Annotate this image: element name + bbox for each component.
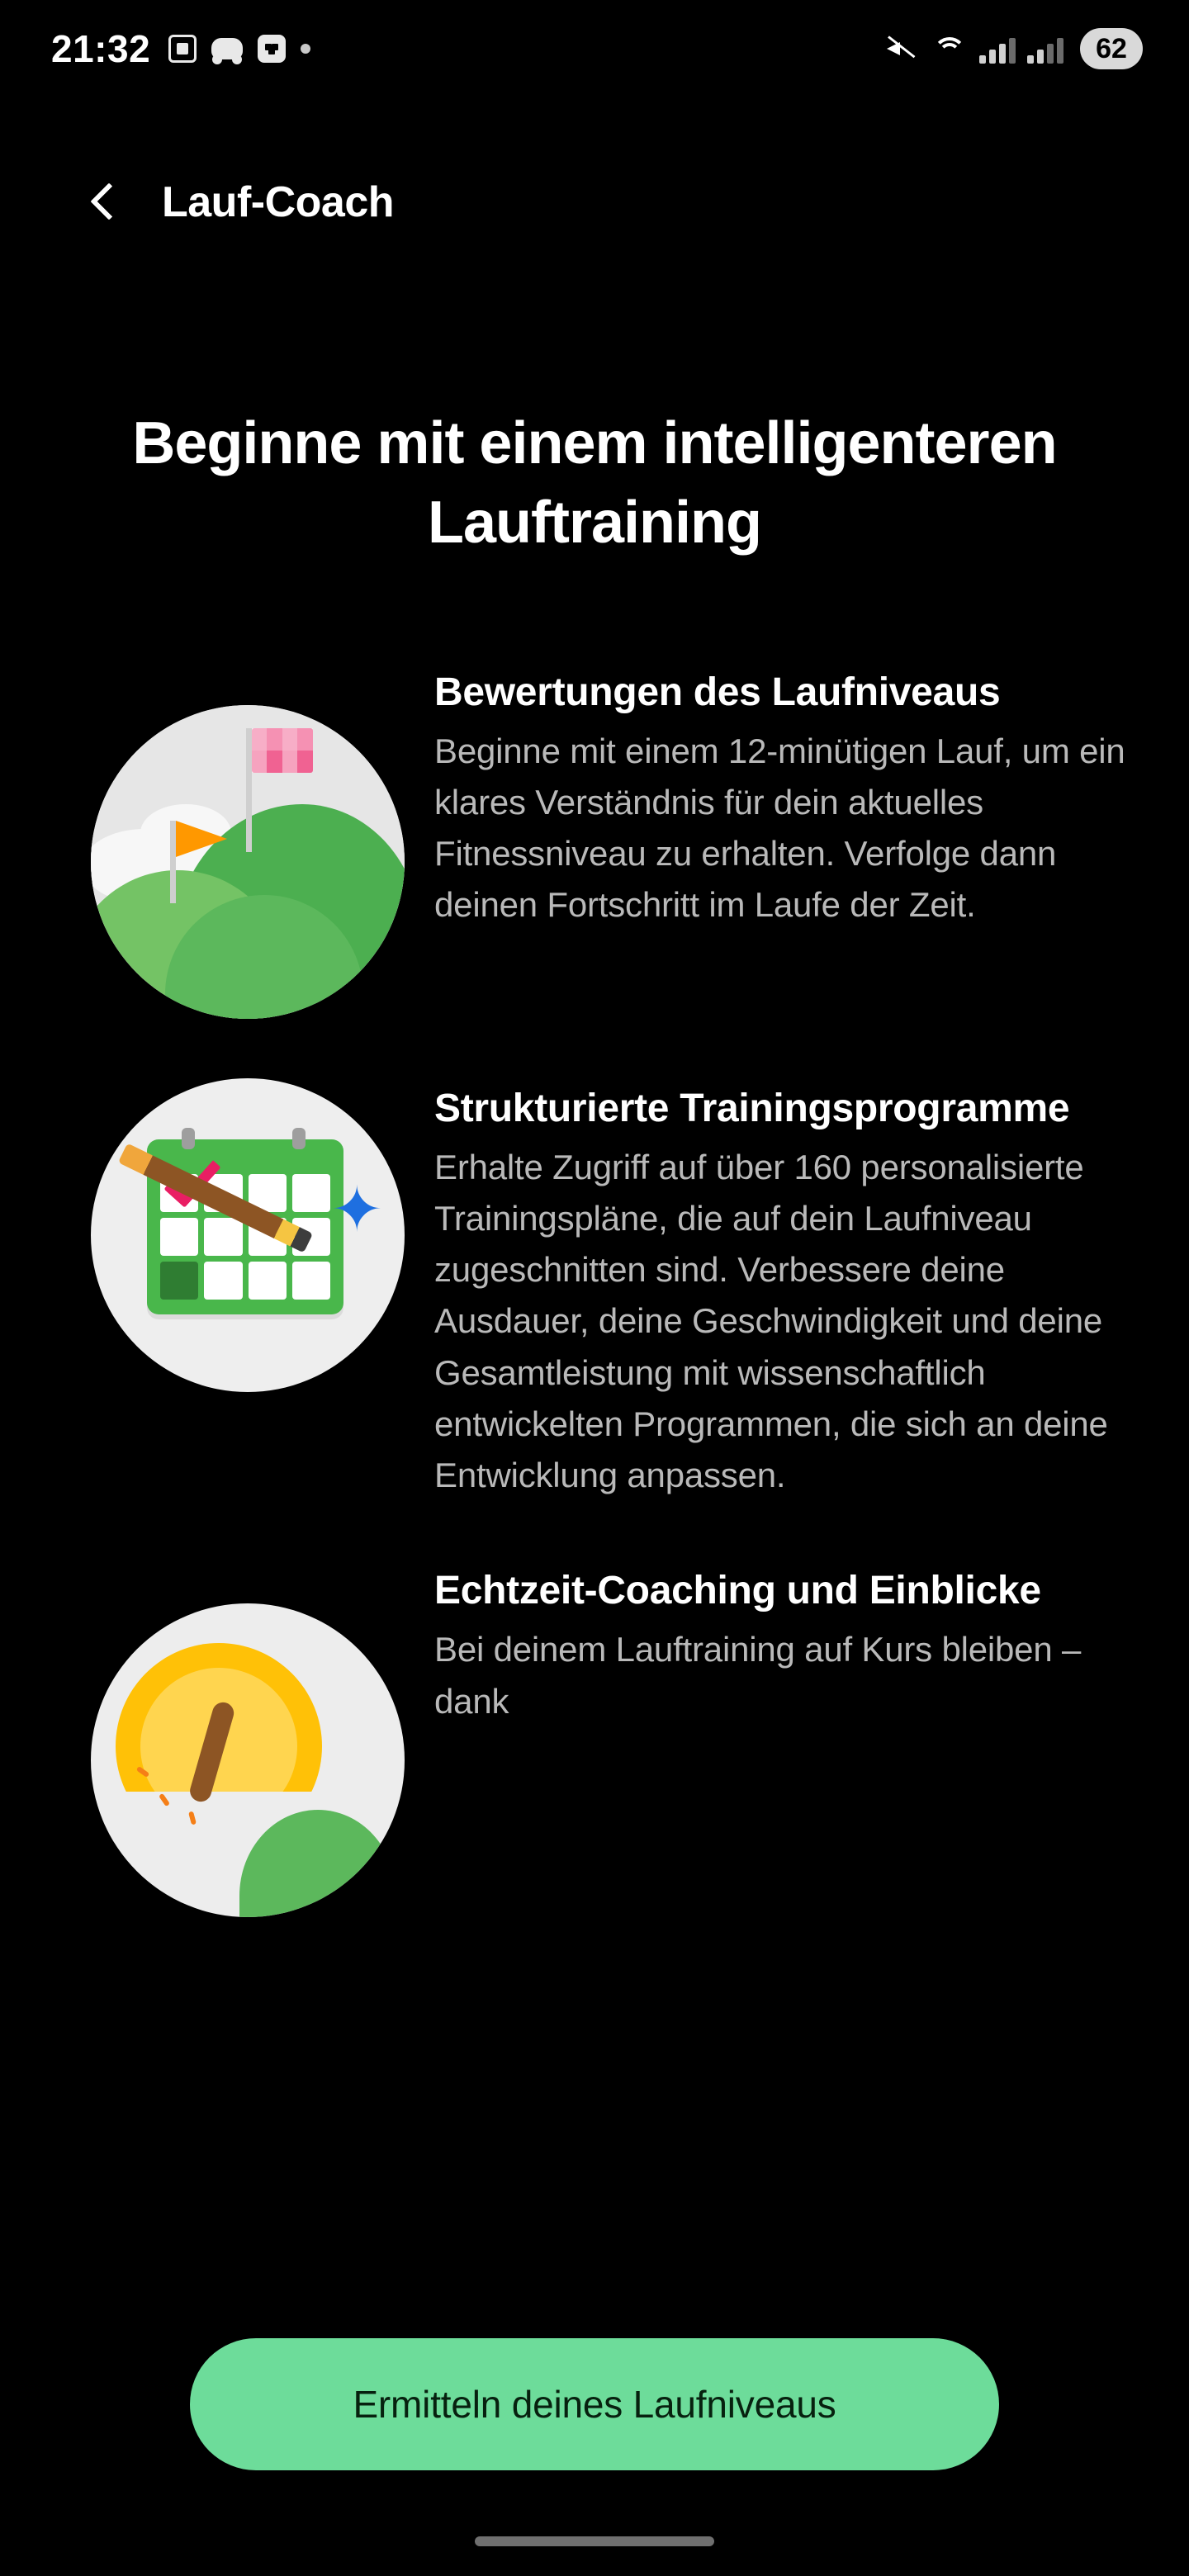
wifi-icon [931, 34, 968, 64]
game-controller-icon [211, 38, 243, 59]
back-icon[interactable] [83, 180, 127, 225]
dot-icon [301, 44, 310, 54]
bottom-action-bar [0, 2304, 1189, 2576]
feature-title: Strukturierte Trainingsprogramme [434, 1086, 1070, 1130]
feature-item-assessment [91, 662, 1146, 1019]
feature-item-coaching [91, 1560, 1146, 1917]
calendar-pencil-illustration: ✦ [91, 1078, 405, 1392]
feature-text [434, 662, 1146, 931]
app-bar [0, 157, 1189, 248]
mute-icon [885, 32, 920, 65]
feature-body: Beginne mit einem 12-minütigen Lauf, um ein klares Verständnis für dein aktuelles Fitnessniveau zu erhalten. Verfolge dann deinen Fortschritt im Laufe der Zeit. [434, 731, 1125, 925]
hills-flags-illustration [91, 705, 405, 1019]
feature-art-wrap [91, 1078, 405, 1392]
speedometer-illustration [91, 1603, 405, 1917]
feature-art-wrap [91, 662, 405, 1019]
feature-text [434, 1560, 1146, 1727]
signal-icon-2 [1027, 34, 1063, 64]
feature-text [434, 1078, 1146, 1502]
content-scroll-area[interactable] [0, 314, 1189, 2295]
determine-running-level-button[interactable]: Ermitteln deines Laufniveaus [190, 2338, 999, 2470]
feature-art-wrap [91, 1560, 405, 1917]
page-title: Lauf-Coach [162, 178, 394, 226]
status-bar-left [51, 26, 310, 71]
heart-shield-icon [258, 35, 286, 63]
feature-item-programs [91, 1078, 1146, 1502]
feature-body: Erhalte Zugriff auf über 160 personalisierte Trainingspläne, die auf dein Laufniveau zugeschnitten sind. Verbessere deine Ausdauer, deine Geschwindigkeit und deine Gesamtleistung mit wissenschaftlich entwickelten Programmen, die sich an deine Entwicklung anpassen. [434, 1147, 1108, 1494]
status-clock: 21:32 [51, 27, 151, 70]
feature-list [0, 662, 1189, 1918]
signal-icon-1 [979, 34, 1016, 64]
feature-title: Echtzeit-Coaching und Einblicke [434, 1569, 1041, 1613]
status-bar-right [885, 28, 1143, 69]
battery-indicator: 62 [1080, 28, 1143, 69]
feature-body: Bei deinem Lauftraining auf Kurs bleiben – dank [434, 1630, 1082, 1721]
home-indicator[interactable] [475, 2536, 714, 2546]
status-bar [0, 0, 1189, 97]
screenshot-icon [168, 35, 197, 63]
status-notification-icons [168, 35, 310, 63]
feature-title: Bewertungen des Laufniveaus [434, 670, 1001, 714]
hero-title: Beginne mit einem intelligenteren Lauftraining [132, 410, 1057, 556]
